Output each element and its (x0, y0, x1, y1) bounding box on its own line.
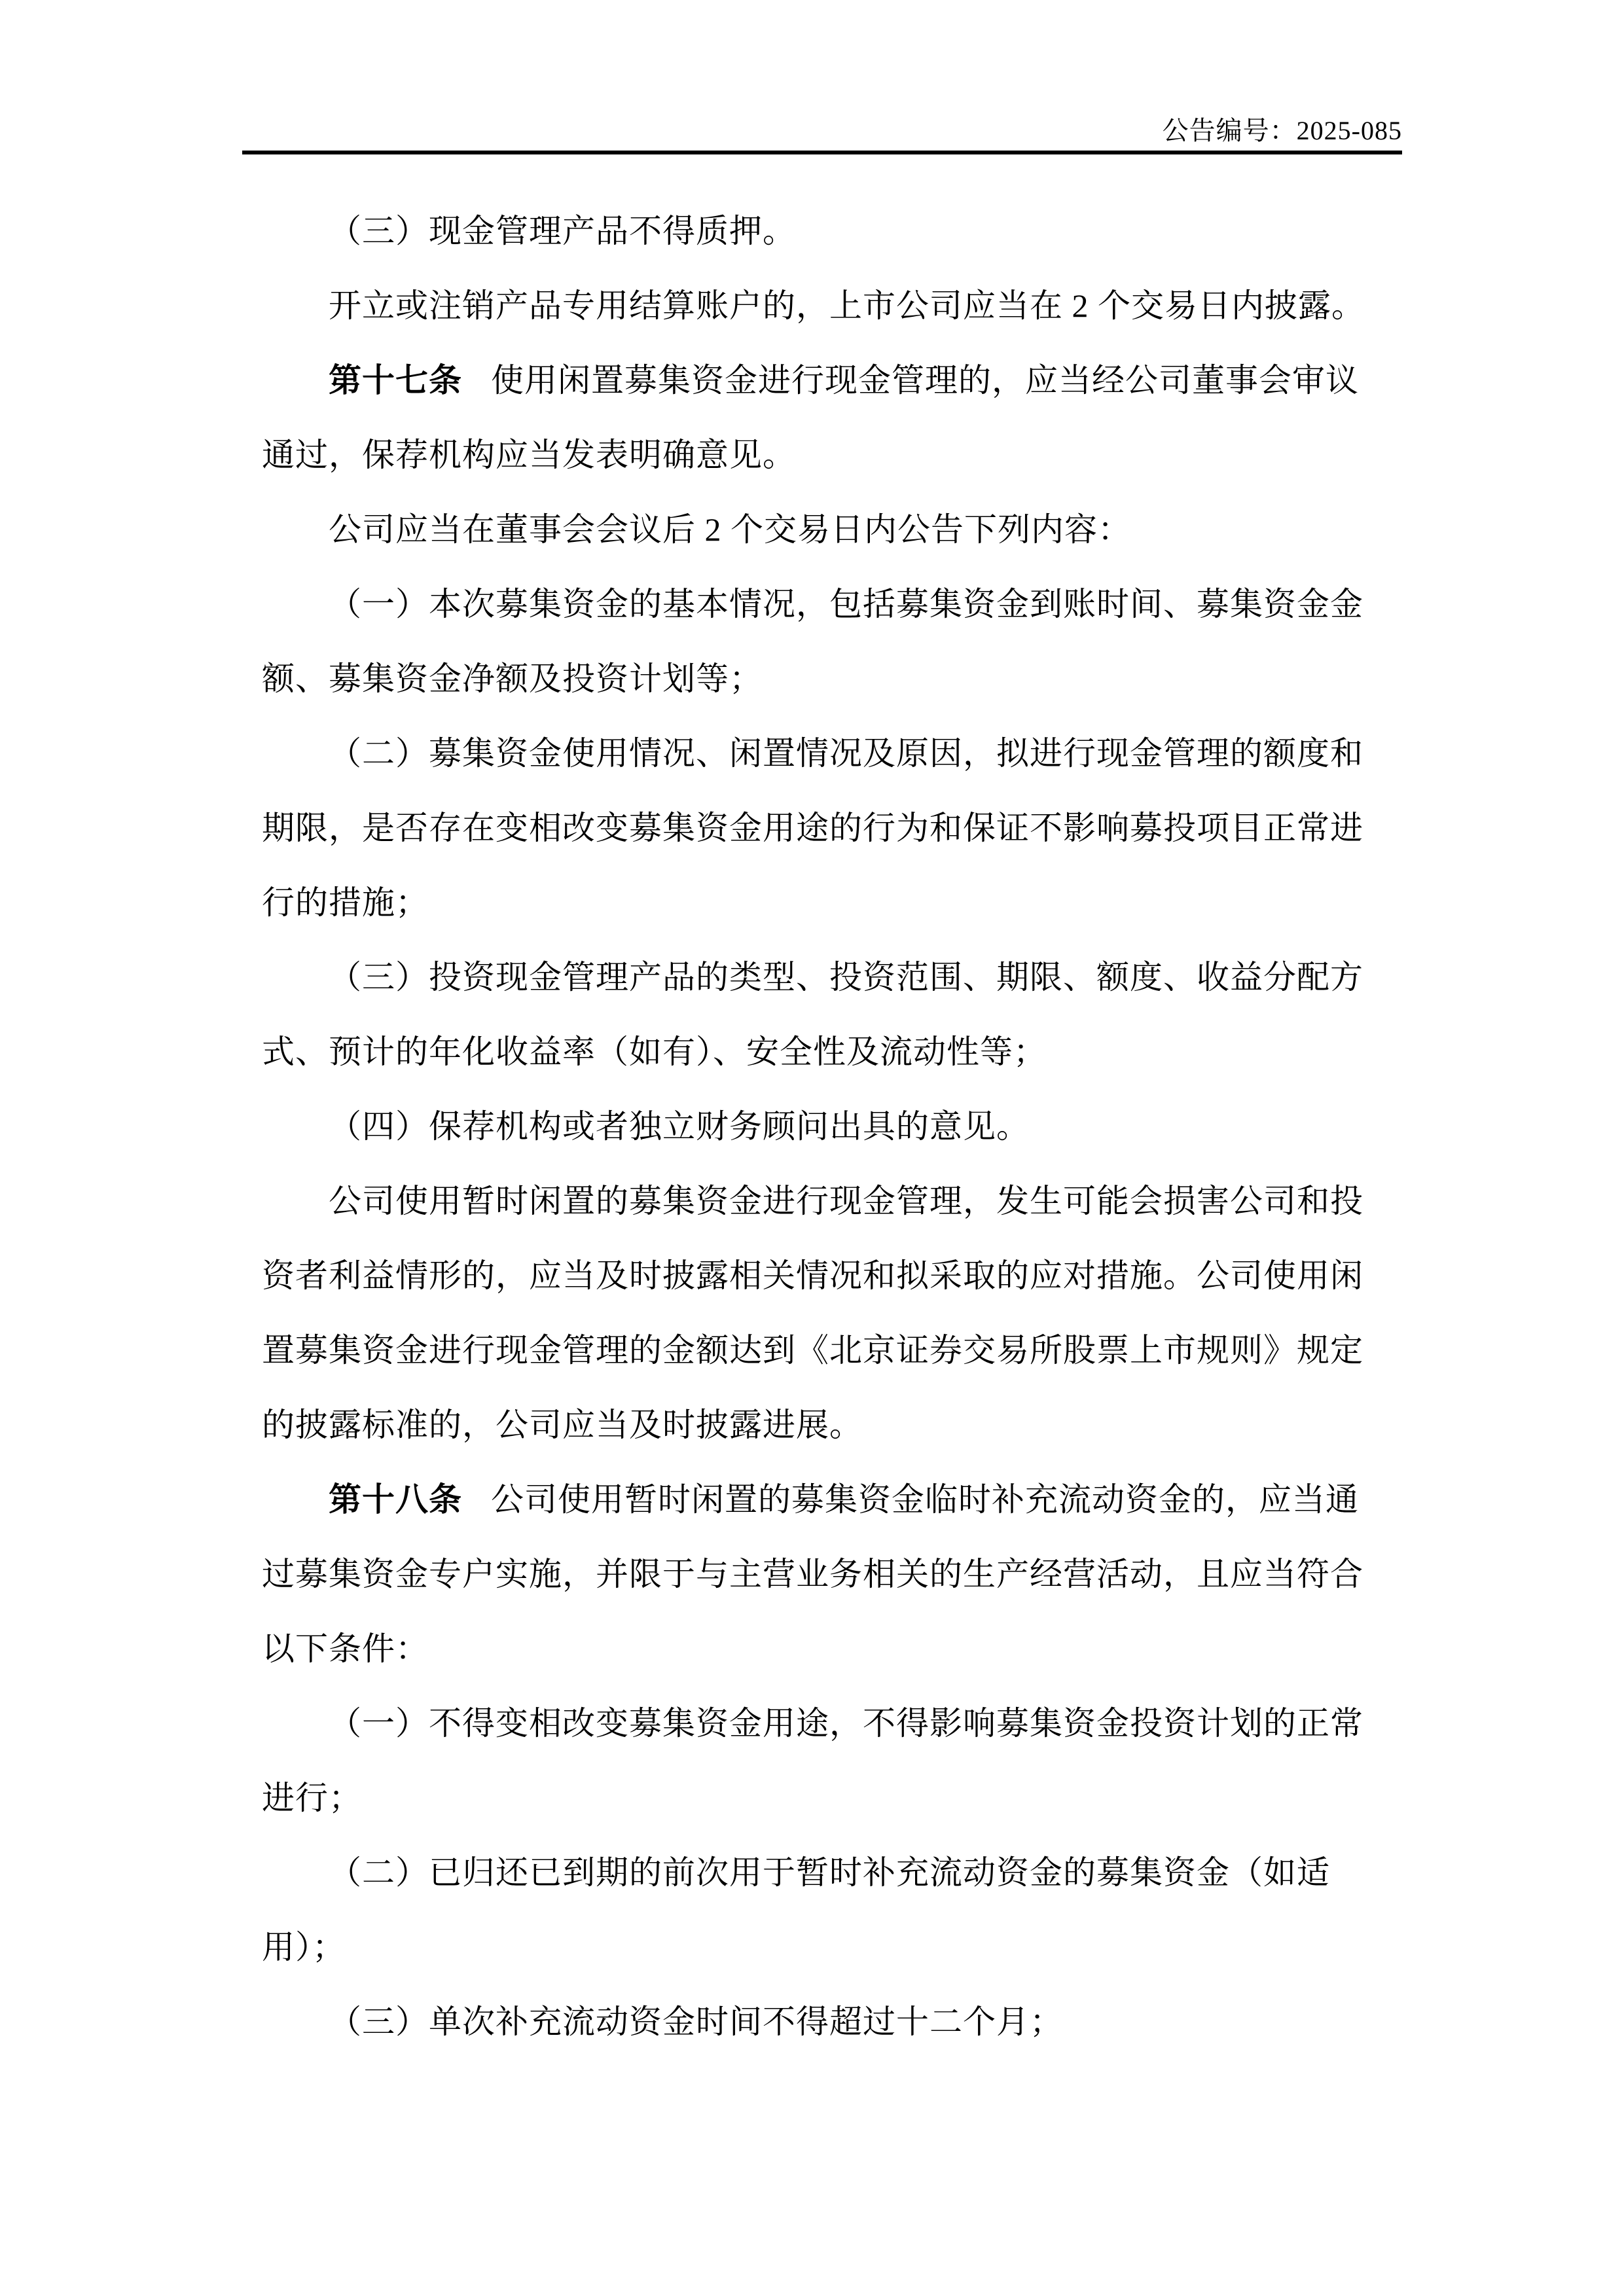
text-run: （三）单次补充流动资金时间不得超过十二个月； (329, 2003, 1063, 2040)
text-line (262, 1388, 1368, 1462)
text-run: 期限，是否存在变相改变募集资金用途的行为和保证不影响募投项目正常进 (262, 810, 1363, 846)
text-line (262, 641, 1368, 716)
text-line (262, 1164, 1368, 1238)
text-run: （二）已归还已到期的前次用于暂时补充流动资金的募集资金（如适 (329, 1854, 1330, 1891)
announcement-number: 公告编号：2025-085 (1162, 116, 1402, 145)
text-run: 使用闲置募集资金进行现金管理的，应当经公司董事会审议 (491, 362, 1359, 399)
text-run: 过募集资金专户实施，并限于与主营业务相关的生产经营活动，且应当符合 (262, 1556, 1363, 1592)
text-run: 置募集资金进行现金管理的金额达到《北京证券交易所股票上市规则》规定 (262, 1332, 1363, 1369)
text-line (262, 1089, 1368, 1164)
text-line (262, 1014, 1368, 1089)
text-line (262, 940, 1368, 1014)
text-run: 行的措施； (262, 884, 429, 921)
text-run: 开立或注销产品专用结算账户的，上市公司应当在 2 个交易日内披露。 (329, 287, 1365, 324)
text-line (262, 1910, 1368, 1984)
text-line (262, 567, 1368, 641)
text-run: 公司应当在董事会会议后 2 个交易日内公告下列内容： (329, 511, 1131, 548)
text-line (262, 1984, 1368, 2059)
header-divider-rule (242, 151, 1402, 154)
text-line (262, 418, 1368, 492)
text-run: （一）本次募集资金的基本情况，包括募集资金到账时间、募集资金金 (329, 586, 1363, 622)
text-line (262, 268, 1368, 343)
text-line (262, 343, 1368, 418)
article-number: 第十七条 (329, 362, 462, 399)
text-line (262, 1686, 1368, 1761)
text-line (262, 1238, 1368, 1313)
text-run: 通过，保荐机构应当发表明确意见。 (262, 437, 796, 473)
text-run: 用）； (262, 1929, 346, 1965)
text-line (262, 1537, 1368, 1611)
text-run: 公司使用暂时闲置的募集资金进行现金管理，发生可能会损害公司和投 (329, 1183, 1363, 1219)
text-line (262, 194, 1368, 268)
text-run: 额、募集资金净额及投资计划等； (262, 660, 763, 697)
text-run: （一）不得变相改变募集资金用途，不得影响募集资金投资计划的正常 (329, 1705, 1363, 1742)
text-run: （四）保荐机构或者独立财务顾问出具的意见。 (329, 1108, 1030, 1145)
text-line (262, 1462, 1368, 1537)
text-run: （三）投资现金管理产品的类型、投资范围、期限、额度、收益分配方 (329, 959, 1363, 996)
text-line (262, 492, 1368, 567)
text-run: 进行； (262, 1780, 362, 1816)
article-number: 第十八条 (329, 1481, 462, 1518)
text-line (262, 1611, 1368, 1686)
text-line (262, 716, 1368, 791)
text-run: 以下条件： (262, 1630, 429, 1667)
text-run: （二）募集资金使用情况、闲置情况及原因，拟进行现金管理的额度和 (329, 735, 1363, 772)
text-run: 式、预计的年化收益率（如有）、安全性及流动性等； (262, 1033, 1047, 1070)
text-run: 的披露标准的，公司应当及时披露进展。 (262, 1407, 863, 1443)
text-line (262, 1761, 1368, 1835)
text-line (262, 865, 1368, 940)
text-line (262, 1835, 1368, 1910)
text-line (262, 1313, 1368, 1388)
document-body (262, 194, 1368, 2059)
text-run: （三）现金管理产品不得质押。 (329, 213, 796, 249)
text-line (262, 791, 1368, 865)
text-run: 资者利益情形的，应当及时披露相关情况和拟采取的应对措施。公司使用闲 (262, 1257, 1363, 1294)
text-run: 公司使用暂时闲置的募集资金临时补充流动资金的，应当通 (491, 1481, 1359, 1518)
